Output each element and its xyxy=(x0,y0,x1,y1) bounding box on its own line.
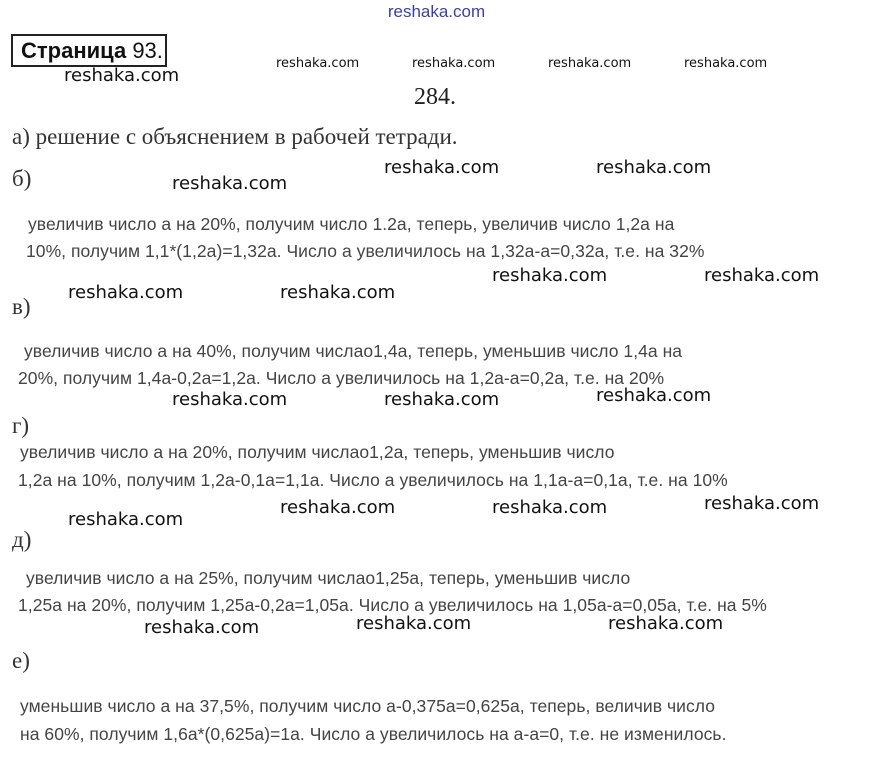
site-link[interactable]: reshaka.com xyxy=(387,2,486,21)
part-b-line-1: увеличив число а на 20%, получим число 1.2а, теперь, увеличив число 1,2а на xyxy=(28,214,675,234)
watermark: reshaka.com xyxy=(384,389,500,410)
part-v-line-1: увеличив число а на 40%, получим числао1,4а, теперь, уменьшив число 1,4а на xyxy=(24,341,683,361)
watermark: reshaka.com xyxy=(64,65,180,86)
watermark: reshaka.com xyxy=(276,56,360,71)
watermark: reshaka.com xyxy=(412,56,496,71)
page-header xyxy=(11,34,167,67)
watermark: reshaka.com xyxy=(548,56,632,71)
part-b-label: б) xyxy=(12,166,32,191)
part-e-label: е) xyxy=(12,648,30,673)
problem-number: 284. xyxy=(414,84,456,110)
part-g-line-1: увеличив число а на 20%, получим числао1,2а, теперь, уменьшив число xyxy=(20,442,615,462)
watermark: reshaka.com xyxy=(492,265,608,286)
part-b-line-2: 10%, получим 1,1*(1,2а)=1,32а. Число а увеличилось на 1,32а-а=0,32а, т.е. на 32% xyxy=(26,241,705,261)
watermark: reshaka.com xyxy=(704,265,820,286)
part-e-line-1: уменьшив число а на 37,5%, получим число а-0,375а=0,625а, теперь, величив число xyxy=(20,696,716,716)
part-a-label: а) решение с объяснением в рабочей тетради. xyxy=(12,124,458,149)
part-v-line-2: 20%, получим 1,4а-0,2а=1,2а. Число а увеличилось на 1,2а-а=0,2а, т.е. на 20% xyxy=(18,368,665,388)
part-v-label: в) xyxy=(12,294,31,319)
watermark: reshaka.com xyxy=(704,493,820,514)
part-e-line-2: на 60%, получим 1,6а*(0,625а)=1а. Число а увеличилось на а-а=0, т.е. не изменилось. xyxy=(20,724,727,744)
watermark: reshaka.com xyxy=(684,56,768,71)
part-d-line-1: увеличив число а на 25%, получим числао1,25а, теперь, уменьшив число xyxy=(26,568,631,588)
part-d-line-2: 1,25а на 20%, получим 1,25а-0,2а=1,05а. Число а увеличилось на 1,05а-а=0,05а, т.е. на 5% xyxy=(18,595,767,615)
watermark: reshaka.com xyxy=(596,157,712,178)
watermark: reshaka.com xyxy=(68,509,184,530)
page-number: 93. xyxy=(132,38,163,63)
watermark: reshaka.com xyxy=(172,389,288,410)
watermark: reshaka.com xyxy=(356,613,472,634)
watermark: reshaka.com xyxy=(280,497,396,518)
watermark: reshaka.com xyxy=(280,282,396,303)
watermark: reshaka.com xyxy=(144,617,260,638)
page-header-word: Страница xyxy=(21,38,127,63)
part-g-label: г) xyxy=(12,413,30,438)
part-d-label: д) xyxy=(12,527,32,552)
watermark: reshaka.com xyxy=(172,173,288,194)
watermark: reshaka.com xyxy=(68,282,184,303)
watermark: reshaka.com xyxy=(608,613,724,634)
part-g-line-2: 1,2а на 10%, получим 1,2а-0,1а=1,1а. Число а увеличилось на 1,1а-а=0,1а, т.е. на 10% xyxy=(18,470,728,490)
watermark: reshaka.com xyxy=(492,497,608,518)
watermark: reshaka.com xyxy=(384,157,500,178)
watermark: reshaka.com xyxy=(596,385,712,406)
